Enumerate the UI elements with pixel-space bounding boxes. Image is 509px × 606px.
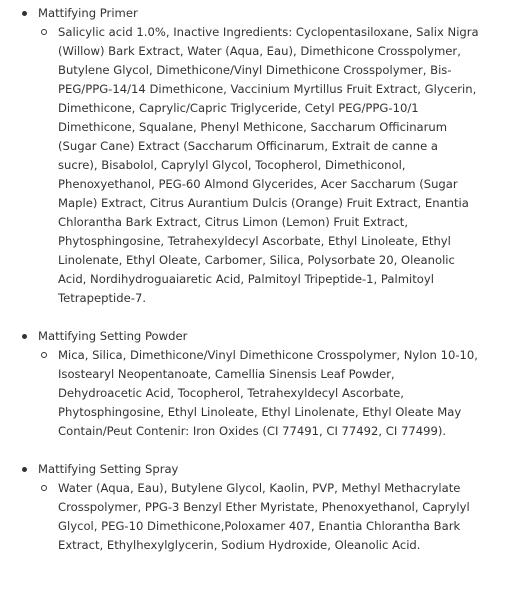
ingredient-list [38,479,509,555]
ingredient-list [38,23,509,308]
product-list [0,4,509,555]
product-item-mattifying-setting-spray [0,460,509,555]
product-item-mattifying-setting-powder [0,327,509,441]
ingredient-list [38,346,509,441]
product-name: Mattifying Setting Spray [38,462,179,476]
ingredients-text: Mica, Silica, Dimethicone/Vinyl Dimethicone Crosspolymer, Nylon 10-10, Isostearyl Neopentanoate, Camellia Sinensis Leaf Powder, Dehydroacetic Acid, Tocopherol, Tetrahexyldecyl Ascorbate, Phytosphingosine, Ethyl Linoleate, Ethyl Linolenate, Ethyl Oleate May Contain/Peut Contenir: Iron Oxides (CI 77491, CI 77492, CI 77499). [38,346,509,441]
product-item-mattifying-primer [0,4,509,308]
product-name: Mattifying Primer [38,6,138,20]
ingredients-text: Salicylic acid 1.0%, Inactive Ingredients: Cyclopentasiloxane, Salix Nigra (Willow) Bark Extract, Water (Aqua, Eau), Dimethicone Crosspolymer, Butylene Glycol, Dimethicone/Vinyl Dimethicone Crosspolymer, Bis-PEG/PPG-14/14 Dimethicone, Vaccinium Myrtillus Fruit Extract, Glycerin, Dimethicone, Caprylic/Capric Triglyceride, Cetyl PEG/PPG-10/1 Dimethicone, Squalane, Phenyl Methicone, Saccharum Officinarum (Sugar Cane) Extract (Saccharum Officinarum, Extrait de canne a sucre), Bisabolol, Caprylyl Glycol, Tocopherol, Dimethiconol, Phenoxyethanol, PEG-60 Almond Glycerides, Acer Saccharum (Sugar Maple) Extract, Citrus Aurantium Dulcis (Orange) Fruit Extract, Enantia Chlorantha Bark Extract, Citrus Limon (Lemon) Fruit Extract, Phytosphingosine, Tetrahexyldecyl Ascorbate, Ethyl Linoleate, Ethyl Linolenate, Ethyl Oleate, Carbomer, Silica, Polysorbate 20, Oleanolic Acid, Nordihydroguaiaretic Acid, Palmitoyl Tripeptide-1, Palmitoyl Tetrapeptide-7. [38,23,509,308]
ingredients-text: Water (Aqua, Eau), Butylene Glycol, Kaolin, PVP, Methyl Methacrylate Crosspolymer, PPG-3 Benzyl Ether Myristate, Phenoxyethanol, Caprylyl Glycol, PEG-10 Dimethicone,Poloxamer 407, Enantia Chlorantha Bark Extract, Ethylhexylglycerin, Sodium Hydroxide, Oleanolic Acid. [38,479,509,555]
product-name: Mattifying Setting Powder [38,329,188,343]
